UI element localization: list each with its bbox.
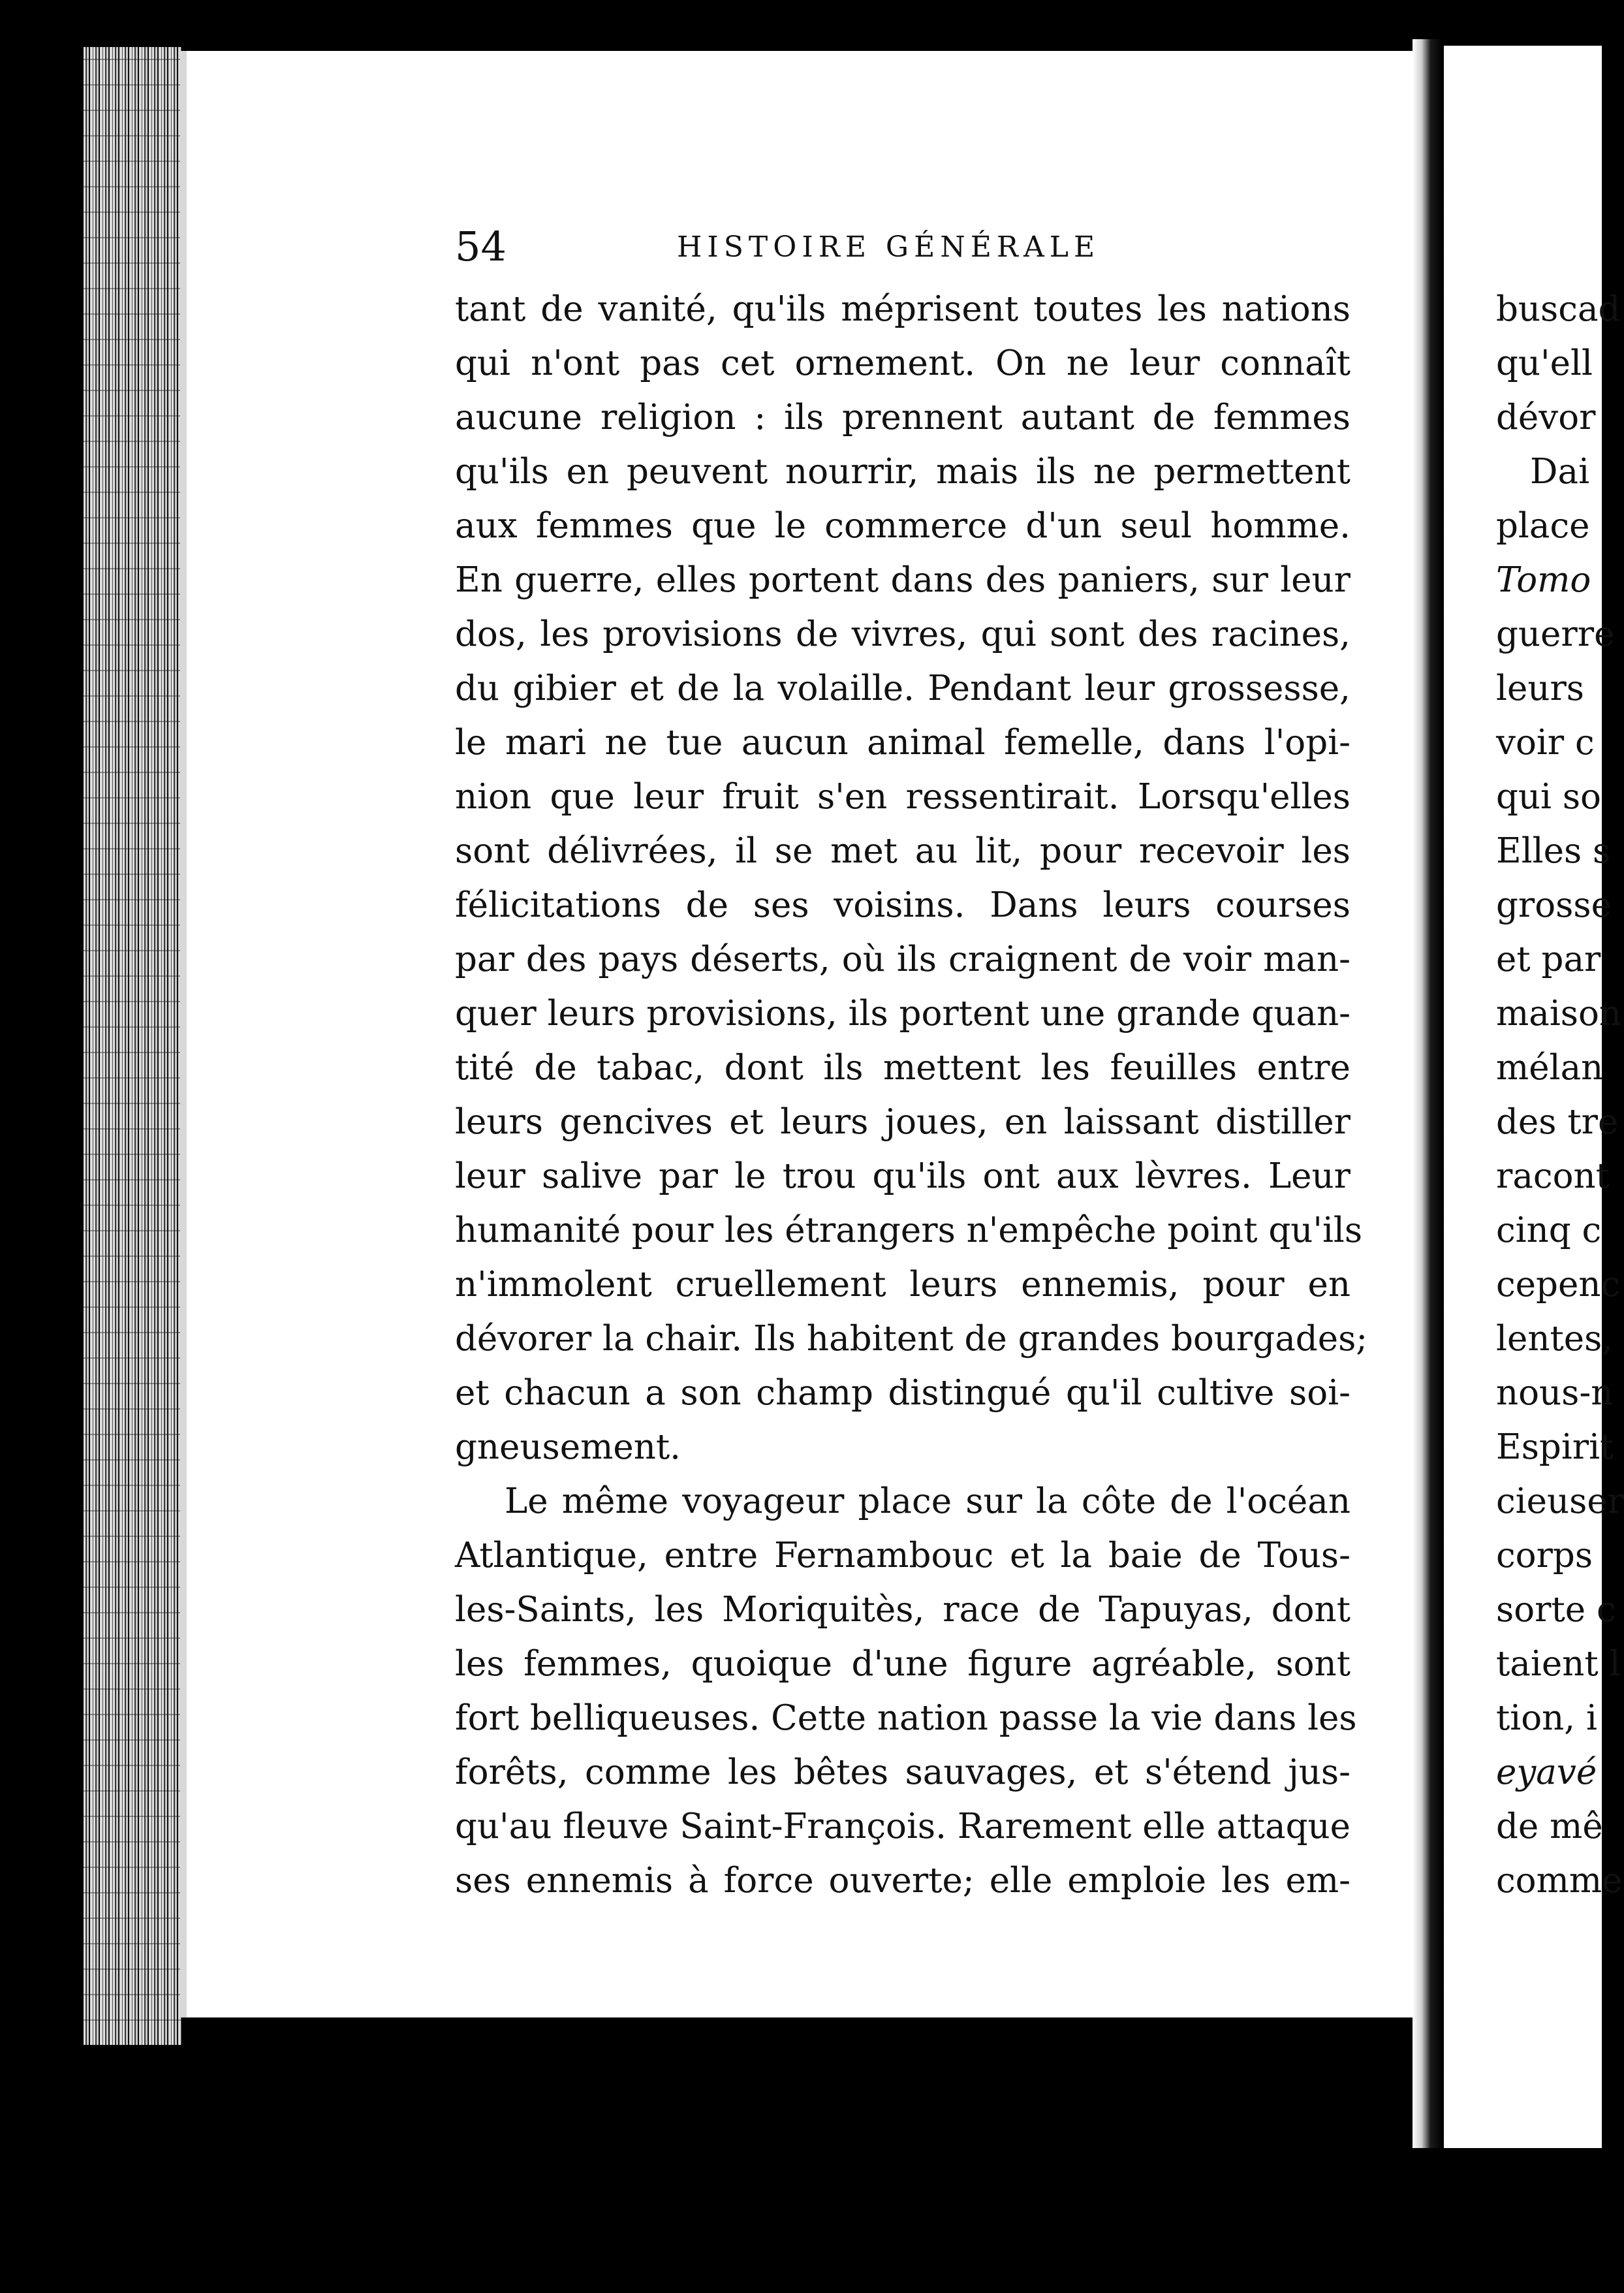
text-line: aux femmes que le commerce d'un seul homme. xyxy=(455,506,1351,546)
text-line: de mê xyxy=(1496,1807,1603,1846)
text-line: des tre xyxy=(1496,1102,1619,1142)
text-line: nous-n xyxy=(1496,1373,1614,1413)
running-head-title: HISTOIRE GÉNÉRALE xyxy=(677,230,1101,264)
body-text xyxy=(455,282,1368,1908)
text-line: Le même voyageur place sur la côte de l'océan xyxy=(505,1481,1351,1521)
text-line: voir c xyxy=(1496,723,1595,763)
text-line: cepenc xyxy=(1496,1265,1621,1305)
text-line: guerre xyxy=(1496,614,1615,654)
text-line: quer leurs provisions, ils portent une grande quan- xyxy=(455,994,1351,1034)
page-number: 54 xyxy=(455,223,507,270)
text-line: comme xyxy=(1496,1861,1623,1901)
text-line: qu'ils en peuvent nourrir, mais ils ne permettent xyxy=(455,452,1351,492)
text-line: cieuser xyxy=(1496,1481,1624,1521)
text-line: félicitations de ses voisins. Dans leurs courses xyxy=(455,885,1351,925)
text-line: sont délivrées, il se met au lit, pour recevoir les xyxy=(455,831,1351,871)
text-line: qui n'ont pas cet ornement. On ne leur connaît xyxy=(455,343,1351,383)
text-line: qu'ell xyxy=(1496,343,1593,383)
text-line: humanité pour les étrangers n'empêche point qu'ils xyxy=(455,1210,1363,1250)
text-line: tion, i xyxy=(1496,1698,1597,1738)
text-line: eyavé xyxy=(1496,1752,1597,1792)
text-line: grosse xyxy=(1496,885,1612,925)
text-line: ses ennemis à force ouverte; elle emploie les em- xyxy=(455,1861,1351,1901)
text-line: le mari ne tue aucun animal femelle, dans l'opi- xyxy=(455,723,1351,763)
text-line: les-Saints, les Moriquitès, race de Tapuyas, dont xyxy=(455,1590,1351,1630)
text-line: Dai xyxy=(1530,452,1590,492)
text-line: forêts, comme les bêtes sauvages, et s'étend jus- xyxy=(455,1752,1351,1792)
running-head xyxy=(455,221,1356,273)
text-line: nion que leur fruit s'en ressentirait. Lorsqu'elles xyxy=(455,777,1351,817)
book-gutter xyxy=(1413,39,1443,2148)
text-line: sorte c xyxy=(1496,1590,1616,1630)
text-line: corps xyxy=(1496,1536,1593,1575)
text-line: Tomo xyxy=(1496,560,1591,600)
text-line: Elles s xyxy=(1496,831,1611,871)
right-page xyxy=(1444,46,1624,2148)
text-line: maison xyxy=(1496,994,1622,1034)
text-line: et chacun a son champ distingué qu'il cultive soi- xyxy=(455,1373,1351,1413)
text-line: dos, les provisions de vivres, qui sont des racines, xyxy=(455,614,1351,654)
text-line: Espirit xyxy=(1496,1427,1614,1467)
text-line: leurs gencives et leurs joues, en laissant distiller xyxy=(455,1102,1351,1142)
text-line: du gibier et de la volaille. Pendant leur grossesse, xyxy=(455,669,1351,708)
text-line: dévor xyxy=(1496,398,1596,437)
text-line: leurs xyxy=(1496,669,1584,708)
text-line: Atlantique, entre Fernambouc et la baie de Tous- xyxy=(455,1536,1351,1575)
text-line: par des pays déserts, où ils craignent de voir man- xyxy=(455,940,1351,979)
text-line: taient l xyxy=(1496,1644,1621,1684)
text-line: qui so xyxy=(1496,777,1601,817)
text-line: leur salive par le trou qu'ils ont aux lèvres. Leur xyxy=(455,1156,1351,1196)
page-edges xyxy=(84,47,181,2045)
text-line: En guerre, elles portent dans des paniers, sur leur xyxy=(455,560,1351,600)
text-line: qu'au fleuve Saint-François. Rarement elle attaque xyxy=(455,1807,1351,1846)
text-line: tité de tabac, dont ils mettent les feuilles entre xyxy=(455,1048,1351,1088)
text-line: place xyxy=(1496,506,1590,546)
text-line: mélan xyxy=(1496,1048,1604,1088)
text-line: lentes, xyxy=(1496,1319,1614,1359)
text-line: les femmes, quoique d'une figure agréable, sont xyxy=(455,1644,1351,1684)
text-line: gneusement. xyxy=(455,1427,681,1467)
text-line: fort belliqueuses. Cette nation passe la vie dans les xyxy=(455,1698,1357,1738)
text-line: tant de vanité, qu'ils méprisent toutes les nations xyxy=(455,289,1351,329)
text-line: buscad xyxy=(1496,289,1621,329)
text-line: aucune religion : ils prennent autant de femmes xyxy=(455,398,1351,437)
text-line: racont xyxy=(1496,1156,1610,1196)
text-line: dévorer la chair. Ils habitent de grandes bourgades; xyxy=(455,1319,1368,1359)
text-line: cinq c xyxy=(1496,1210,1602,1250)
right-page-text xyxy=(1496,282,1624,1908)
text-line: et par xyxy=(1496,940,1601,979)
text-line: n'immolent cruellement leurs ennemis, pour en xyxy=(455,1265,1351,1305)
